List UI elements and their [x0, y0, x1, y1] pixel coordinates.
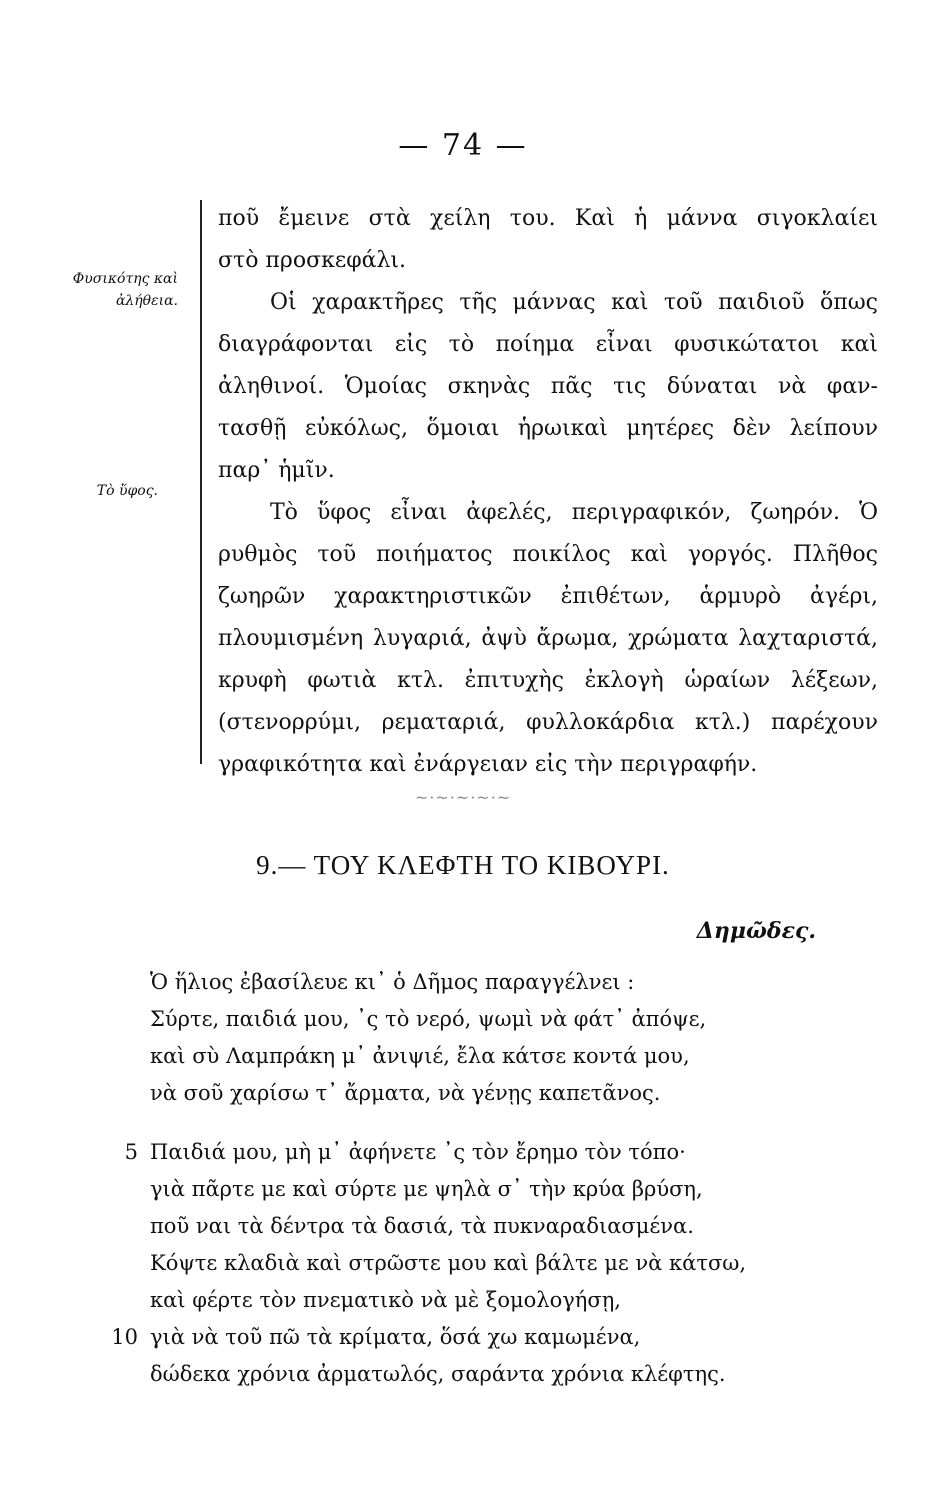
verse-number: 10: [111, 1325, 138, 1349]
paragraph-line: ρυθμὸς τοῦ ποιήματος ποικίλος καὶ γοργός. Πλῆθος: [218, 542, 878, 567]
margin-note-line: Φυσικότης καὶ: [72, 271, 178, 287]
verse-line: [150, 1282, 830, 1319]
verse-line: [150, 1208, 830, 1245]
paragraph-line: στὸ προσκεφάλι.: [218, 248, 407, 273]
section-ornament: ~·~·~·~·~: [414, 788, 512, 807]
paragraph-line: διαγράφονται εἰς τὸ ποίημα εἶναι φυσικώτατοι καὶ: [218, 332, 878, 357]
page-number: — 74 —: [398, 128, 528, 163]
verse-text: γιὰ πᾶρτε με καὶ σύρτε με ψηλὰ σ᾽ τὴν κρύα βρύση,: [150, 1177, 703, 1201]
verse-number: 5: [124, 1140, 138, 1164]
verse-line: [150, 1245, 830, 1282]
paragraph-line: (στενορρύμι, ρεματαριά, φυλλοκάρδια κτλ.) παρέχουν: [218, 710, 878, 735]
verse-text: Σύρτε, παιδιά μου, ᾽ς τὸ νερό, ψωμὶ νὰ φάτ᾽ ἀπόψε,: [150, 1007, 707, 1031]
section-title: 9.— ΤΟΥ ΚΛΕΦΤΗ ΤΟ ΚΙΒΟΥΡΙ.: [256, 850, 670, 880]
verse-text: νὰ σοῦ χαρίσω τ᾽ ἄρματα, νὰ γένῃς καπετᾶνος.: [150, 1081, 661, 1105]
verse-line: [150, 1001, 830, 1038]
paragraph-line: τασθῇ εὐκόλως, ὅμοιαι ἡρωικαὶ μητέρες δὲν λείπουν: [218, 416, 878, 441]
margin-note-nature-truth: [40, 268, 178, 312]
paragraph-line: κρυφὴ φωτιὰ κτλ. ἐπιτυχὴς ἐκλογὴ ὡραίων λέξεων,: [218, 668, 878, 693]
verse-line: [150, 964, 830, 1001]
paragraph-line: πλουμισμένη λυγαριά, ἀψὺ ἄρωμα, χρώματα λαχταριστά,: [218, 626, 878, 651]
paragraph-line: ποῦ ἔμεινε στὰ χείλη του. Καὶ ἡ μάννα σιγοκλαίει: [218, 206, 878, 231]
verse-text: Ὁ ἥλιος ἐβασίλευε κι᾽ ὁ Δῆμος παραγγέλνει :: [150, 970, 635, 994]
paragraph-line: Τὸ ὕφος εἶναι ἀφελές, περιγραφικόν, ζωηρόν. Ὁ: [270, 500, 878, 525]
verse-line: [150, 1356, 830, 1393]
paragraph-line: ζωηρῶν χαρακτηριστικῶν ἐπιθέτων, ἁρμυρὸ ἀγέρι,: [218, 584, 878, 609]
genre-label: Δημῶδες.: [696, 918, 816, 944]
margin-rule: [200, 200, 202, 764]
verse-text: γιὰ νὰ τοῦ πῶ τὰ κρίματα, ὅσά χω καμωμένα,: [150, 1325, 641, 1349]
paragraph-line: ἀληθινοί. Ὁμοίας σκηνὰς πᾶς τις δύναται νὰ φαν-: [218, 374, 878, 399]
verse-line: [111, 1319, 830, 1356]
paragraph-line: Οἱ χαρακτῆρες τῆς μάννας καὶ τοῦ παιδιοῦ ὅπως: [270, 290, 878, 315]
verse-line: [150, 1171, 830, 1208]
verse-line: [150, 1038, 830, 1075]
margin-note-line: Τὸ ὕφος.: [96, 483, 158, 499]
paragraph-line: παρ᾽ ἡμῖν.: [218, 458, 335, 483]
margin-note-style: [40, 480, 158, 502]
commentary-paragraphs: [218, 198, 878, 786]
verse-text: καὶ φέρτε τὸν πνεματικὸ νὰ μὲ ξομολογήσῃ,: [150, 1288, 621, 1312]
verse-text: καὶ σὺ Λαμπράκη μ᾽ ἀνιψιέ, ἔλα κάτσε κοντά μου,: [150, 1044, 690, 1068]
verse-line: [150, 1075, 830, 1112]
verse-text: δώδεκα χρόνια ἀρματωλός, σαράντα χρόνια κλέφτης.: [150, 1362, 726, 1386]
verse-line: [124, 1134, 830, 1171]
margin-note-line: ἀλήθεια.: [115, 293, 178, 309]
verse-text: ποῦ ναι τὰ δέντρα τὰ δασιά, τὰ πυκναραδιασμένα.: [150, 1214, 694, 1238]
poem: [111, 964, 830, 1393]
verse-text: Κόψτε κλαδιὰ καὶ στρῶστε μου καὶ βάλτε με νὰ κάτσω,: [150, 1251, 747, 1275]
paragraph-line: γραφικότητα καὶ ἐνάργειαν εἰς τὴν περιγραφήν.: [218, 752, 758, 777]
verse-text: Παιδιά μου, μὴ μ᾽ ἀφήνετε ᾽ς τὸν ἔρημο τὸν τόπο·: [150, 1140, 686, 1164]
